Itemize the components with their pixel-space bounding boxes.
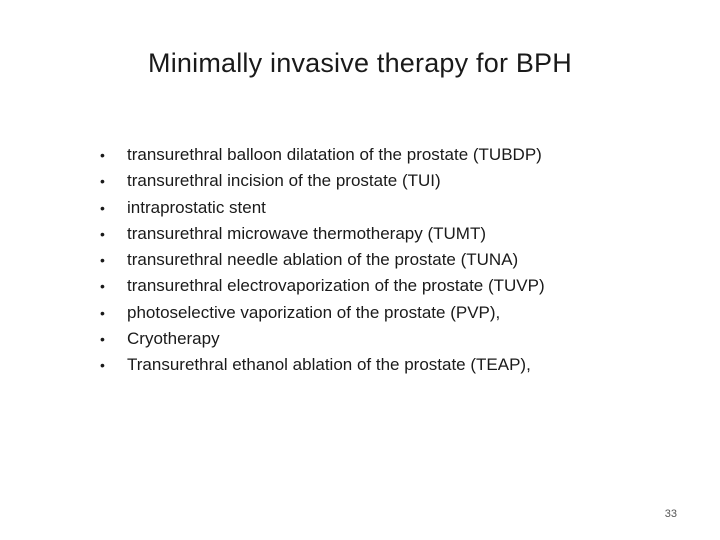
list-item-text: Cryotherapy (127, 329, 220, 349)
bullet-icon: • (100, 278, 105, 295)
bullet-icon: • (100, 331, 105, 348)
bullet-icon: • (100, 199, 105, 216)
list-item-text: transurethral electrovaporization of the prostate (TUVP) (127, 276, 545, 296)
list-item (100, 300, 545, 326)
list-item (100, 142, 545, 168)
list-item (100, 273, 545, 299)
page-number: 33 (664, 508, 677, 520)
list-item-text: transurethral needle ablation of the prostate (TUNA) (127, 250, 519, 270)
list-item-text: photoselective vaporization of the prostate (PVP), (127, 302, 501, 322)
bullet-icon: • (100, 252, 105, 269)
list-item (100, 221, 545, 247)
list-item (100, 326, 545, 352)
list-item-text: transurethral incision of the prostate (TUI) (127, 171, 441, 191)
list-item (100, 168, 545, 194)
bullet-icon: • (100, 225, 105, 242)
list-item-text: intraprostatic stent (127, 197, 266, 217)
list-item-text: transurethral balloon dilatation of the prostate (TUBDP) (127, 145, 542, 164)
list-item (100, 247, 545, 273)
bullet-icon: • (100, 304, 105, 321)
bullet-icon: • (100, 147, 105, 163)
list-item-text: Transurethral ethanol ablation of the prostate (TEAP), (127, 355, 531, 375)
list-item-text: transurethral microwave thermotherapy (TUMT) (127, 223, 486, 243)
bullet-icon: • (100, 173, 105, 190)
bullet-list (100, 142, 545, 379)
list-item (100, 352, 545, 378)
bullet-icon: • (100, 357, 105, 374)
slide-title: Minimally invasive therapy for BPH (148, 48, 572, 78)
list-item (100, 195, 545, 221)
